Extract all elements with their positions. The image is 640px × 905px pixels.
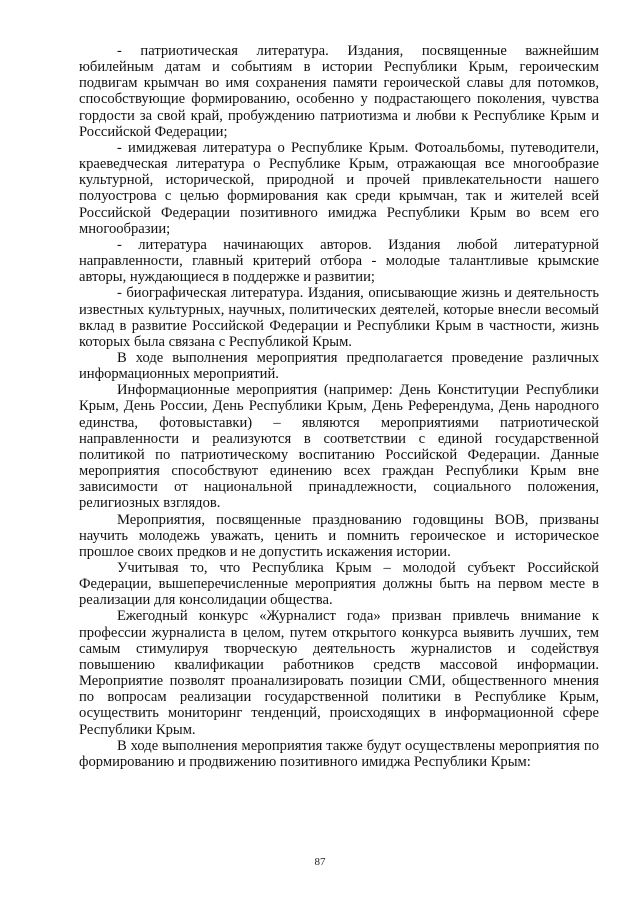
paragraph-consolidation: Учитывая то, что Республика Крым – молодой субъект Российской Федерации, вышеперечисленные мероприятия должны быть на первом месте в реализации для консолидации общества. xyxy=(79,560,599,609)
paragraph-biographical-literature: - биографическая литература. Издания, описывающие жизнь и деятельность известных культурных, научных, политических деятелей, которые внесли весомый вклад в развитие Российской Федерации и Республики Крым в частности, жизнь которых была связана с Республикой Крым. xyxy=(79,285,599,350)
paragraph-positive-image: В ходе выполнения мероприятия также будут осуществлены мероприятия по формированию и продвижению позитивного имиджа Республики Крым: xyxy=(79,737,599,770)
paragraph-image-literature: - имиджевая литература о Республике Крым. Фотоальбомы, путеводители, краеведческая литература о Республике Крым, отражающая все многообразие культурной, исторической, природной и прочей привлекательности нашего полуострова с целью формирования как среди крымчан, так и жителей всей Российской Федерации позитивного имиджа Республики Крым во всем его многообразии; xyxy=(79,139,599,237)
paragraph-journalist-contest: Ежегодный конкурс «Журналист года» призван привлечь внимание к профессии журналиста в целом, путем открытого конкурса выявить лучших, тем самым стимулируя творческую деятельность журналистов и содействуя повышению квалификации работников средств массовой информации. Мероприятие позволят проанализировать позиции СМИ, общественного мнения по вопросам реализации государственной политики в Республике Крым, осуществить мониторинг тенденций, происходящих в информационной сфере Республики Крым. xyxy=(79,608,599,738)
paragraph-wwii-events: Мероприятия, посвященные празднованию годовщины ВОВ, призваны научить молодежь уважать, ценить и помнить героическое и историческое прошлое своих предков и не допустить искажения истории. xyxy=(79,511,599,560)
paragraph-information-events-intro: В ходе выполнения мероприятия предполагается проведение различных информационных мероприятий. xyxy=(79,349,599,383)
page-number: 87 xyxy=(314,856,326,868)
paragraph-information-events: Информационные мероприятия (например: День Конституции Республики Крым, День России, День Республики Крым, День Референдума, День народного единства, фотовыставки) – являются мероприятиями патриотической направленности и реализуются в соответствии с единой государственной политикой по патриотическому воспитанию Российской Федерации. Данные мероприятия способствуют единению всех граждан Республики Крым вне зависимости от национальной принадлежности, социального положения, религиозных взглядов. xyxy=(79,382,599,512)
paragraph-patriotic-literature: - патриотическая литература. Издания, посвященные важнейшим юбилейным датам и событиям в истории Республики Крым, героическим подвигам крымчан во имя сохранения памяти героической славы для потомков, способствующие формированию, особенно у подрастающего поколения, чувства гордости за свой край, пробуждению патриотизма и любви к Республике Крым и Российской Федерации; xyxy=(79,43,599,140)
paragraph-beginning-authors: - литература начинающих авторов. Издания любой литературной направленности, главный критерий отбора - молодые талантливые крымские авторы, нуждающиеся в поддержке и развитии; xyxy=(79,236,599,286)
document-page xyxy=(79,43,599,770)
